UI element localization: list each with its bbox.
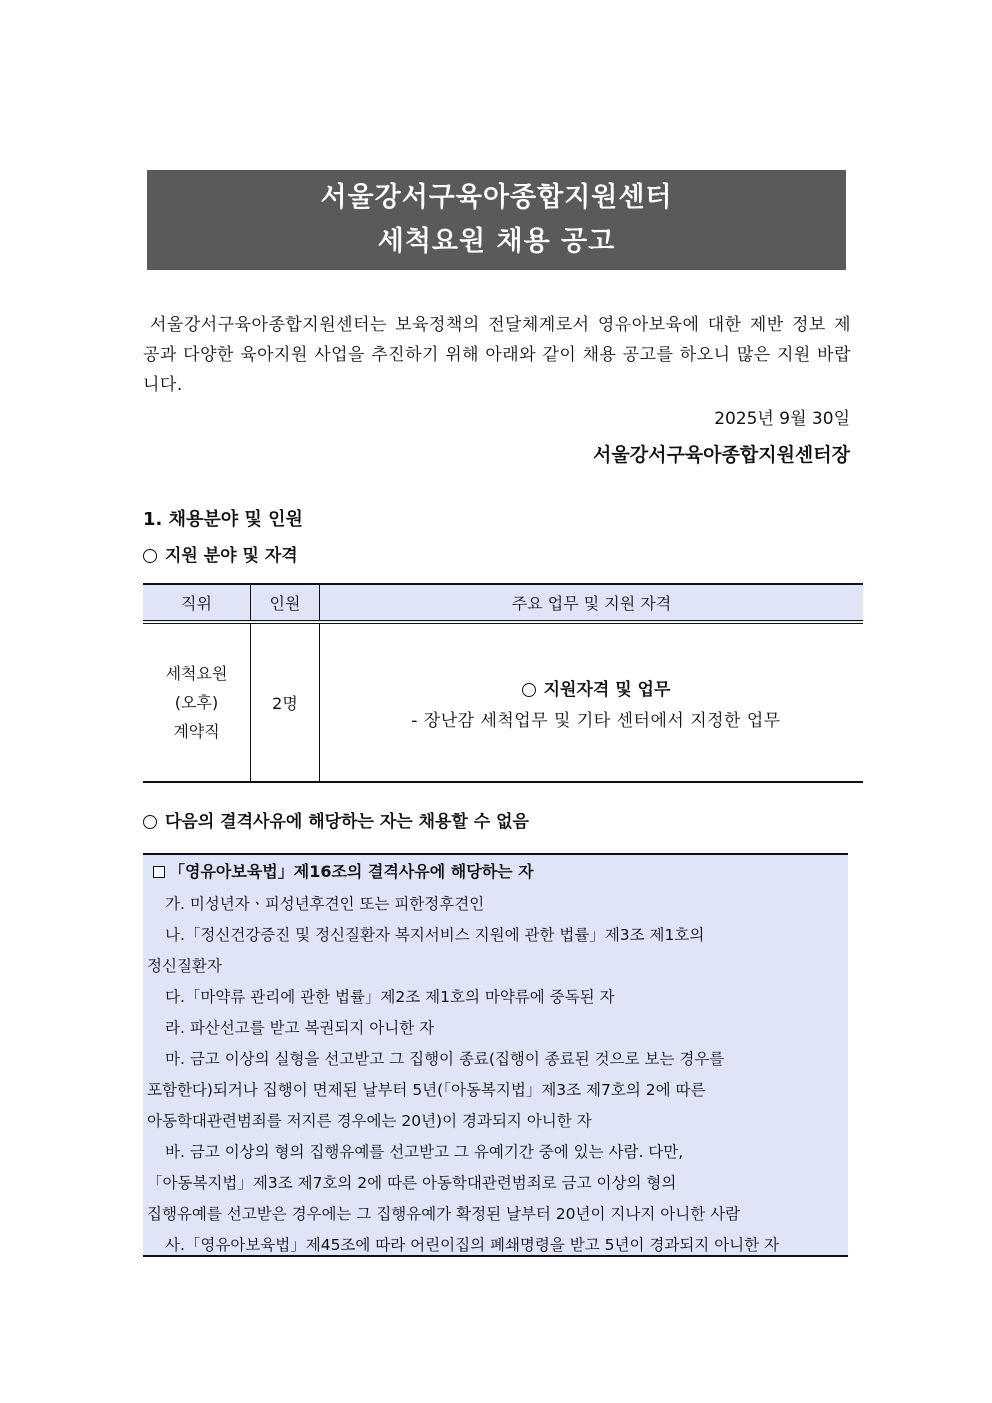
position-type: 계약직 — [173, 722, 220, 741]
title-center-name: 서울강서구육아종합지원센터 — [320, 182, 673, 213]
circle-bullet-icon — [143, 815, 157, 829]
list-item: 정신질환자 — [147, 957, 222, 975]
subtitle-disqualification — [143, 807, 529, 832]
cell-duty — [320, 622, 864, 782]
cell-count: 2명 — [251, 622, 320, 782]
circle-bullet-icon — [522, 683, 536, 697]
disqualification-list — [147, 889, 847, 1261]
table-row — [143, 622, 863, 782]
title-banner — [147, 170, 846, 270]
list-item: 바. 금고 이상의 형의 집행유예를 선고받고 그 유예기간 중에 있는 사람. 다만, — [165, 1143, 684, 1161]
list-item: 나.「정신건강증진 및 정신질환자 복지서비스 지원에 관한 법률」제3조 제1호의 — [165, 926, 705, 944]
subtitle-qualifications-text: 지원 분야 및 자격 — [165, 546, 298, 566]
intro-paragraph: 서울강서구육아종합지원센터는 보육정책의 전달체계로서 영유아보육에 대한 제반 정보 제공과 다양한 육아지원 사업을 추진하기 위해 아래와 같이 채용 공고를 하오니 많은 지원 바랍니다. — [143, 315, 851, 395]
cell-position — [143, 622, 251, 782]
notice-date: 2025년 9월 30일 — [714, 409, 850, 429]
list-item: 포함한다)되거나 집행이 면제된 날부터 5년(「아동복지법」제3조 제7호의 2에 따른 — [147, 1081, 706, 1099]
header-position: 직위 — [143, 584, 251, 622]
circle-bullet-icon — [143, 549, 157, 563]
disqualification-box — [143, 853, 848, 1257]
header-count: 인원 — [251, 584, 320, 622]
table-header-row — [143, 584, 863, 622]
subtitle-qualifications — [143, 541, 298, 566]
list-item: 마. 금고 이상의 실형을 선고받고 그 집행이 종료(집행이 종료된 것으로 보는 경우를 — [165, 1050, 725, 1068]
duty-heading-text: 지원자격 및 업무 — [543, 679, 671, 700]
section-title-recruitment: 1. 채용분야 및 인원 — [143, 509, 303, 530]
position-shift: (오후) — [174, 693, 219, 712]
list-item: 집행유예를 선고받은 경우에는 그 집행유예가 확정된 날부터 20년이 지나지 아니한 사람 — [147, 1205, 741, 1223]
duty-heading — [330, 675, 862, 700]
title-notice: 세척요원 채용 공고 — [377, 226, 616, 257]
recruitment-table — [143, 583, 863, 783]
duty-description: - 장난감 세척업무 및 기타 센터에서 지정한 업무 — [411, 710, 781, 731]
list-item: 라. 파산선고를 받고 복권되지 아니한 자 — [165, 1019, 435, 1037]
checkbox-square-icon — [153, 866, 165, 878]
notice-signer: 서울강서구육아종합지원센터장 — [593, 444, 850, 466]
list-item: 「아동복지법」제3조 제7호의 2에 따른 아동학대관련범죄로 금고 이상의 형의 — [147, 1174, 677, 1192]
subtitle-disqualification-text: 다음의 결격사유에 해당하는 자는 채용할 수 없음 — [165, 812, 529, 832]
disqualification-heading — [153, 859, 534, 882]
list-item: 아동학대관련범죄를 저지른 경우에는 20년)이 경과되지 아니한 자 — [147, 1112, 592, 1130]
disqualification-heading-text: 「영유아보육법」제16조의 결격사유에 해당하는 자 — [169, 862, 534, 881]
list-item: 사.「영유아보육법」제45조에 따라 어린이집의 폐쇄명령을 받고 5년이 경과되지 아니한 자 — [165, 1236, 780, 1254]
list-item: 가. 미성년자ㆍ피성년후견인 또는 피한정후견인 — [165, 895, 485, 913]
list-item: 다.「마약류 관리에 관한 법률」제2조 제1호의 마약류에 중독된 자 — [165, 988, 615, 1006]
header-duty: 주요 업무 및 지원 자격 — [320, 584, 864, 622]
position-title: 세척요원 — [165, 664, 228, 683]
